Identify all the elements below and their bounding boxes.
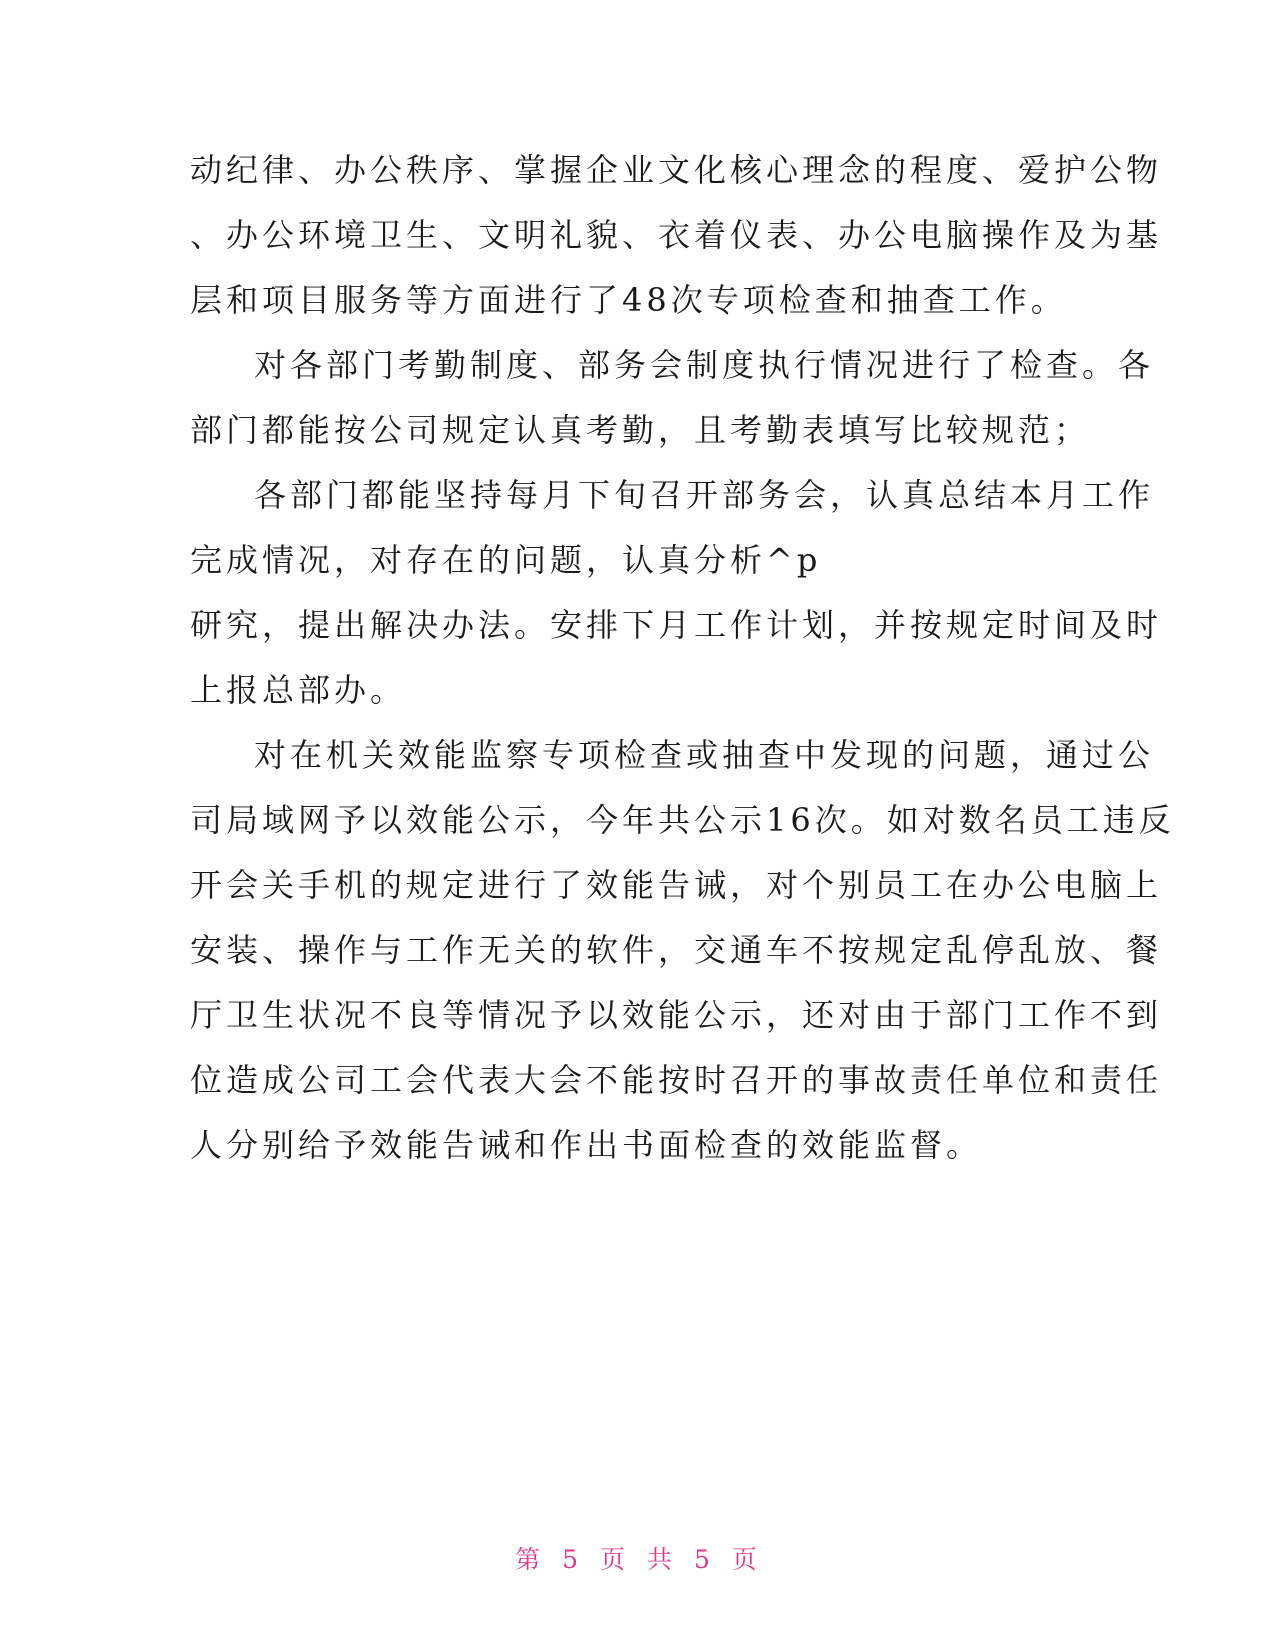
text-line: 研究，提出解决办法。安排下月工作计划，并按规定时间及时 <box>190 606 1163 644</box>
document-body <box>190 138 1175 1178</box>
footer-label-pages: 页 <box>600 1545 629 1574</box>
total-page-count: 5 <box>693 1545 713 1574</box>
current-page-number: 5 <box>562 1545 582 1574</box>
paragraph-start-line: 各部门都能坚持每月下旬召开部务会，认真总结本月工作 <box>254 476 1155 514</box>
paragraph-start-line: 对在机关效能监察专项检查或抽查中发现的问题，通过公 <box>254 736 1155 774</box>
text-line: 人分别给予效能告诫和作出书面检查的效能监督。 <box>190 1126 983 1164</box>
footer-label-page: 第 <box>515 1545 544 1574</box>
text-line: 上报总部办。 <box>190 671 407 709</box>
text-line: 厅卫生状况不良等情况予以效能公示，还对由于部门工作不到 <box>190 996 1163 1034</box>
text-line: 完成情况，对存在的问题，认真分析^p <box>190 541 822 579</box>
paragraph-start-line: 对各部门考勤制度、部务会制度执行情况进行了检查。各 <box>254 346 1155 384</box>
footer-label-total: 共 <box>646 1545 675 1574</box>
text-line: 开会关手机的规定进行了效能告诫，对个别员工在办公电脑上 <box>190 866 1163 904</box>
footer-label-pages-end: 页 <box>731 1545 760 1574</box>
text-line: 、办公环境卫生、文明礼貌、衣着仪表、办公电脑操作及为基 <box>190 216 1163 254</box>
page-footer <box>0 1540 1275 1576</box>
text-line: 司局域网予以效能公示，今年共公示16次。如对数名员工违反 <box>190 801 1175 839</box>
text-line: 动纪律、办公秩序、掌握企业文化核心理念的程度、爱护公物 <box>190 151 1163 189</box>
text-line: 安装、操作与工作无关的软件，交通车不按规定乱停乱放、餐 <box>190 931 1163 969</box>
text-line: 层和项目服务等方面进行了48次专项检查和抽查工作。 <box>190 281 1067 319</box>
text-line: 位造成公司工会代表大会不能按时召开的事故责任单位和责任 <box>190 1061 1163 1099</box>
text-line: 部门都能按公司规定认真考勤，且考勤表填写比较规范； <box>190 411 1091 449</box>
